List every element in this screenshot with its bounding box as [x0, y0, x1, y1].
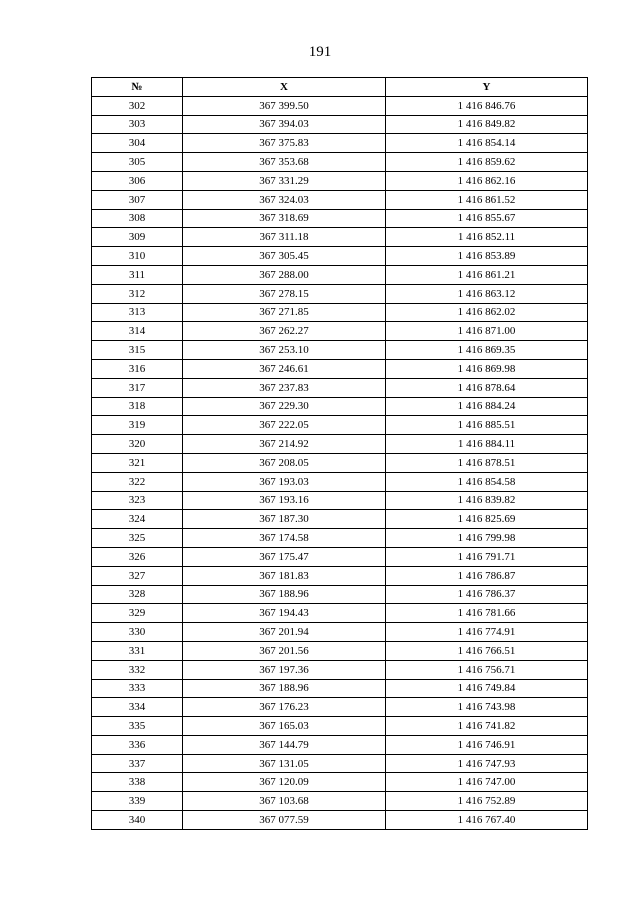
- table-row: [92, 397, 588, 416]
- cell-y: 1 416 885.51: [386, 416, 588, 435]
- cell-number: 311: [92, 265, 183, 284]
- cell-y: 1 416 741.82: [386, 717, 588, 736]
- cell-y: 1 416 854.14: [386, 134, 588, 153]
- cell-y: 1 416 859.62: [386, 153, 588, 172]
- cell-number: 310: [92, 247, 183, 266]
- cell-y: 1 416 861.52: [386, 190, 588, 209]
- table-row: [92, 510, 588, 529]
- cell-number: 302: [92, 96, 183, 115]
- table-row: [92, 209, 588, 228]
- cell-x: 367 193.16: [183, 491, 386, 510]
- cell-number: 323: [92, 491, 183, 510]
- table-row: [92, 303, 588, 322]
- cell-x: 367 188.96: [183, 585, 386, 604]
- table-row: [92, 735, 588, 754]
- cell-x: 367 181.83: [183, 566, 386, 585]
- cell-y: 1 416 878.64: [386, 378, 588, 397]
- cell-y: 1 416 746.91: [386, 735, 588, 754]
- cell-y: 1 416 863.12: [386, 284, 588, 303]
- page-number: 191: [308, 44, 332, 60]
- cell-x: 367 331.29: [183, 171, 386, 190]
- cell-x: 367 077.59: [183, 811, 386, 830]
- cell-y: 1 416 846.76: [386, 96, 588, 115]
- cell-x: 367 222.05: [183, 416, 386, 435]
- cell-y: 1 416 767.40: [386, 811, 588, 830]
- cell-number: 338: [92, 773, 183, 792]
- cell-number: 324: [92, 510, 183, 529]
- table-row: [92, 623, 588, 642]
- cell-y: 1 416 855.67: [386, 209, 588, 228]
- cell-y: 1 416 791.71: [386, 547, 588, 566]
- cell-number: 327: [92, 566, 183, 585]
- table-row: [92, 754, 588, 773]
- cell-x: 367 399.50: [183, 96, 386, 115]
- table-row: [92, 566, 588, 585]
- cell-number: 315: [92, 341, 183, 360]
- table-row: [92, 792, 588, 811]
- cell-y: 1 416 853.89: [386, 247, 588, 266]
- cell-number: 307: [92, 190, 183, 209]
- cell-x: 367 214.92: [183, 435, 386, 454]
- cell-y: 1 416 781.66: [386, 604, 588, 623]
- cell-number: 326: [92, 547, 183, 566]
- cell-y: 1 416 869.98: [386, 359, 588, 378]
- cell-y: 1 416 774.91: [386, 623, 588, 642]
- cell-x: 367 278.15: [183, 284, 386, 303]
- table-row: [92, 341, 588, 360]
- table-row: [92, 171, 588, 190]
- cell-y: 1 416 884.11: [386, 435, 588, 454]
- cell-x: 367 318.69: [183, 209, 386, 228]
- cell-x: 367 262.27: [183, 322, 386, 341]
- cell-number: 329: [92, 604, 183, 623]
- cell-number: 303: [92, 115, 183, 134]
- cell-number: 328: [92, 585, 183, 604]
- cell-number: 309: [92, 228, 183, 247]
- cell-y: 1 416 799.98: [386, 529, 588, 548]
- cell-y: 1 416 786.37: [386, 585, 588, 604]
- cell-x: 367 187.30: [183, 510, 386, 529]
- cell-y: 1 416 861.21: [386, 265, 588, 284]
- table-row: [92, 585, 588, 604]
- cell-y: 1 416 871.00: [386, 322, 588, 341]
- cell-x: 367 311.18: [183, 228, 386, 247]
- cell-y: 1 416 839.82: [386, 491, 588, 510]
- cell-number: 320: [92, 435, 183, 454]
- cell-number: 316: [92, 359, 183, 378]
- cell-x: 367 353.68: [183, 153, 386, 172]
- table-row: [92, 435, 588, 454]
- table-row: [92, 416, 588, 435]
- table-row: [92, 359, 588, 378]
- cell-y: 1 416 743.98: [386, 698, 588, 717]
- cell-y: 1 416 825.69: [386, 510, 588, 529]
- table-row: [92, 698, 588, 717]
- cell-x: 367 201.56: [183, 641, 386, 660]
- cell-x: 367 237.83: [183, 378, 386, 397]
- cell-number: 308: [92, 209, 183, 228]
- cell-y: 1 416 749.84: [386, 679, 588, 698]
- table-row: [92, 679, 588, 698]
- table-row: [92, 660, 588, 679]
- cell-number: 334: [92, 698, 183, 717]
- cell-number: 319: [92, 416, 183, 435]
- header-number: №: [92, 78, 183, 97]
- cell-x: 367 120.09: [183, 773, 386, 792]
- cell-number: 312: [92, 284, 183, 303]
- cell-number: 317: [92, 378, 183, 397]
- cell-x: 367 305.45: [183, 247, 386, 266]
- cell-number: 335: [92, 717, 183, 736]
- table-row: [92, 717, 588, 736]
- cell-number: 318: [92, 397, 183, 416]
- table-row: [92, 247, 588, 266]
- cell-x: 367 175.47: [183, 547, 386, 566]
- cell-y: 1 416 766.51: [386, 641, 588, 660]
- cell-number: 305: [92, 153, 183, 172]
- cell-number: 321: [92, 453, 183, 472]
- cell-y: 1 416 756.71: [386, 660, 588, 679]
- cell-y: 1 416 752.89: [386, 792, 588, 811]
- cell-y: 1 416 884.24: [386, 397, 588, 416]
- cell-y: 1 416 852.11: [386, 228, 588, 247]
- table-row: [92, 604, 588, 623]
- table-row: [92, 491, 588, 510]
- cell-x: 367 324.03: [183, 190, 386, 209]
- cell-x: 367 375.83: [183, 134, 386, 153]
- cell-number: 325: [92, 529, 183, 548]
- cell-number: 332: [92, 660, 183, 679]
- table-row: [92, 547, 588, 566]
- table-row: [92, 529, 588, 548]
- cell-y: 1 416 862.16: [386, 171, 588, 190]
- table-row: [92, 96, 588, 115]
- table-row: [92, 265, 588, 284]
- header-x: X: [183, 78, 386, 97]
- table-row: [92, 153, 588, 172]
- table-row: [92, 115, 588, 134]
- cell-x: 367 229.30: [183, 397, 386, 416]
- cell-x: 367 193.03: [183, 472, 386, 491]
- cell-y: 1 416 849.82: [386, 115, 588, 134]
- cell-x: 367 165.03: [183, 717, 386, 736]
- table-body: [92, 96, 588, 829]
- cell-y: 1 416 869.35: [386, 341, 588, 360]
- cell-x: 367 176.23: [183, 698, 386, 717]
- cell-y: 1 416 854.58: [386, 472, 588, 491]
- coordinates-table: [91, 77, 588, 830]
- cell-number: 331: [92, 641, 183, 660]
- table-row: [92, 190, 588, 209]
- table-row: [92, 378, 588, 397]
- cell-number: 340: [92, 811, 183, 830]
- table-row: [92, 811, 588, 830]
- cell-x: 367 174.58: [183, 529, 386, 548]
- cell-x: 367 201.94: [183, 623, 386, 642]
- cell-x: 367 131.05: [183, 754, 386, 773]
- table-row: [92, 641, 588, 660]
- cell-y: 1 416 878.51: [386, 453, 588, 472]
- cell-y: 1 416 747.93: [386, 754, 588, 773]
- cell-number: 313: [92, 303, 183, 322]
- cell-x: 367 288.00: [183, 265, 386, 284]
- cell-number: 337: [92, 754, 183, 773]
- cell-number: 306: [92, 171, 183, 190]
- cell-x: 367 253.10: [183, 341, 386, 360]
- cell-y: 1 416 786.87: [386, 566, 588, 585]
- header-y: Y: [386, 78, 588, 97]
- table-row: [92, 773, 588, 792]
- cell-x: 367 394.03: [183, 115, 386, 134]
- cell-x: 367 103.68: [183, 792, 386, 811]
- table-row: [92, 472, 588, 491]
- table-row: [92, 322, 588, 341]
- cell-number: 304: [92, 134, 183, 153]
- cell-x: 367 144.79: [183, 735, 386, 754]
- cell-x: 367 246.61: [183, 359, 386, 378]
- cell-number: 339: [92, 792, 183, 811]
- cell-x: 367 271.85: [183, 303, 386, 322]
- table-row: [92, 134, 588, 153]
- table-row: [92, 228, 588, 247]
- table-row: [92, 453, 588, 472]
- cell-y: 1 416 747.00: [386, 773, 588, 792]
- cell-x: 367 197.36: [183, 660, 386, 679]
- cell-number: 336: [92, 735, 183, 754]
- table-header-row: [92, 78, 588, 97]
- cell-x: 367 188.96: [183, 679, 386, 698]
- table-row: [92, 284, 588, 303]
- cell-number: 322: [92, 472, 183, 491]
- cell-number: 333: [92, 679, 183, 698]
- cell-y: 1 416 862.02: [386, 303, 588, 322]
- cell-number: 330: [92, 623, 183, 642]
- cell-number: 314: [92, 322, 183, 341]
- cell-x: 367 208.05: [183, 453, 386, 472]
- cell-x: 367 194.43: [183, 604, 386, 623]
